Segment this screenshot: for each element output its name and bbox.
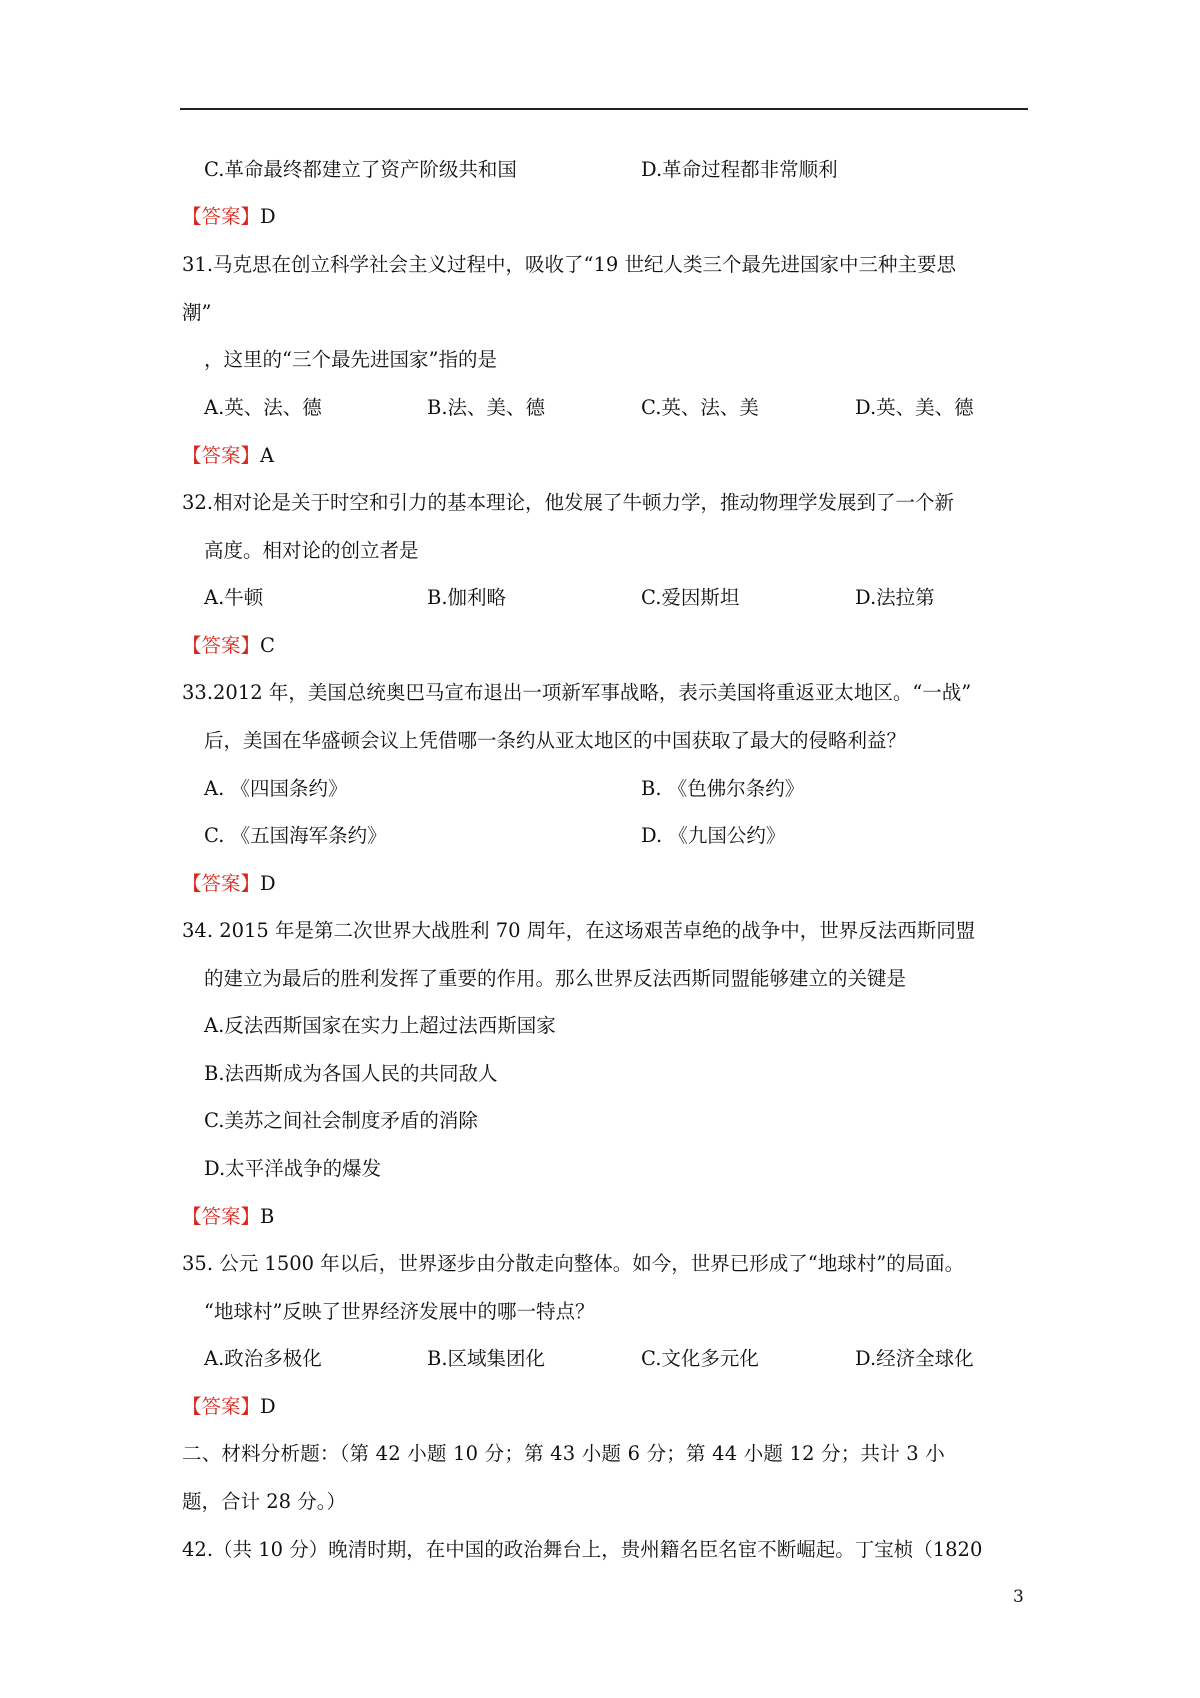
q31-answer — [182, 443, 274, 469]
answer-tag: 【答案】 — [182, 1395, 261, 1418]
q32-option-d: D.法拉第 — [855, 586, 935, 609]
q32-stem-line-2: 高度。相对论的创立者是 — [204, 539, 419, 562]
q34-option-d: D.太平洋战争的爆发 — [204, 1157, 382, 1180]
answer-value: D — [260, 1395, 276, 1418]
q34-option-c: C.美苏之间社会制度矛盾的消除 — [204, 1109, 478, 1132]
q32-option-b: B.伽利略 — [427, 586, 507, 609]
q34-option-b: B.法西斯成为各国人民的共同敌人 — [204, 1062, 498, 1085]
answer-value: C — [260, 634, 275, 657]
q33-option-d: D. 《九国公约》 — [641, 824, 786, 847]
q31-option-b: B.法、美、德 — [427, 396, 546, 419]
answer-value: D — [260, 205, 276, 228]
q35-option-b: B.区域集团化 — [427, 1347, 546, 1370]
page-number: 3 — [1013, 1587, 1024, 1607]
answer-value: D — [260, 872, 276, 895]
answer-tag: 【答案】 — [182, 444, 261, 467]
q35-option-c: C.文化多元化 — [641, 1347, 759, 1370]
q31-stem-line-1: 31.马克思在创立科学社会主义过程中，吸收了“19 世纪人类三个最先进国家中三种主要思 — [182, 253, 956, 276]
q31-option-d: D.英、美、德 — [855, 396, 974, 419]
q30-option-c: C.革命最终都建立了资产阶级共和国 — [204, 158, 517, 181]
q33-option-b: B. 《色佛尔条约》 — [641, 777, 805, 800]
q30-answer — [182, 204, 276, 230]
q31-stem-line-2: 潮” — [182, 301, 212, 324]
q33-stem-line-2: 后，美国在华盛顿会议上凭借哪一条约从亚太地区的中国获取了最大的侵略利益？ — [204, 729, 907, 752]
answer-tag: 【答案】 — [182, 1205, 261, 1228]
q42-stem-line-1: 42.（共 10 分）晚清时期，在中国的政治舞台上，贵州籍名臣名宦不断崛起。丁宝桢（1820 — [182, 1538, 983, 1561]
q34-answer — [182, 1204, 274, 1230]
header-rule — [180, 108, 1028, 110]
section2-heading-line-2: 题，合计 28 分。） — [182, 1490, 346, 1513]
q33-option-a: A. 《四国条约》 — [204, 777, 348, 800]
q32-option-a: A.牛顿 — [204, 586, 264, 609]
q35-option-a: A.政治多极化 — [204, 1347, 322, 1370]
q33-option-c: C. 《五国海军条约》 — [204, 824, 387, 847]
q35-stem-line-1: 35. 公元 1500 年以后，世界逐步由分散走向整体。如今，世界已形成了“地球村”的局面。 — [182, 1252, 965, 1275]
q32-answer — [182, 633, 275, 659]
q32-stem-line-1: 32.相对论是关于时空和引力的基本理论，他发展了牛顿力学，推动物理学发展到了一个新 — [182, 491, 955, 514]
answer-value: B — [260, 1205, 275, 1228]
q35-stem-line-2: “地球村”反映了世界经济发展中的哪一特点？ — [204, 1300, 595, 1323]
q32-option-c: C.爱因斯坦 — [641, 586, 740, 609]
q34-stem-line-1: 34. 2015 年是第二次世界大战胜利 70 周年，在这场艰苦卓绝的战争中，世界反法西斯同盟 — [182, 919, 976, 942]
q31-option-c: C.英、法、美 — [641, 396, 759, 419]
answer-tag: 【答案】 — [182, 634, 261, 657]
q31-stem-line-3: ，这里的“三个最先进国家”指的是 — [204, 348, 497, 371]
q34-option-a: A.反法西斯国家在实力上超过法西斯国家 — [204, 1014, 556, 1037]
q35-answer — [182, 1394, 276, 1420]
q31-option-a: A.英、法、德 — [204, 396, 322, 419]
answer-tag: 【答案】 — [182, 872, 261, 895]
answer-value: A — [260, 444, 275, 467]
q30-option-d: D.革命过程都非常顺利 — [641, 158, 838, 181]
q34-stem-line-2: 的建立为最后的胜利发挥了重要的作用。那么世界反法西斯同盟能够建立的关键是 — [204, 967, 907, 990]
q33-answer — [182, 871, 276, 897]
answer-tag: 【答案】 — [182, 205, 261, 228]
q33-stem-line-1: 33.2012 年，美国总统奥巴马宣布退出一项新军事战略，表示美国将重返亚太地区。“一战” — [182, 681, 972, 704]
q35-option-d: D.经济全球化 — [855, 1347, 974, 1370]
section2-heading-line-1: 二、材料分析题：（第 42 小题 10 分；第 43 小题 6 分；第 44 小题 12 分；共计 3 小 — [182, 1442, 946, 1465]
